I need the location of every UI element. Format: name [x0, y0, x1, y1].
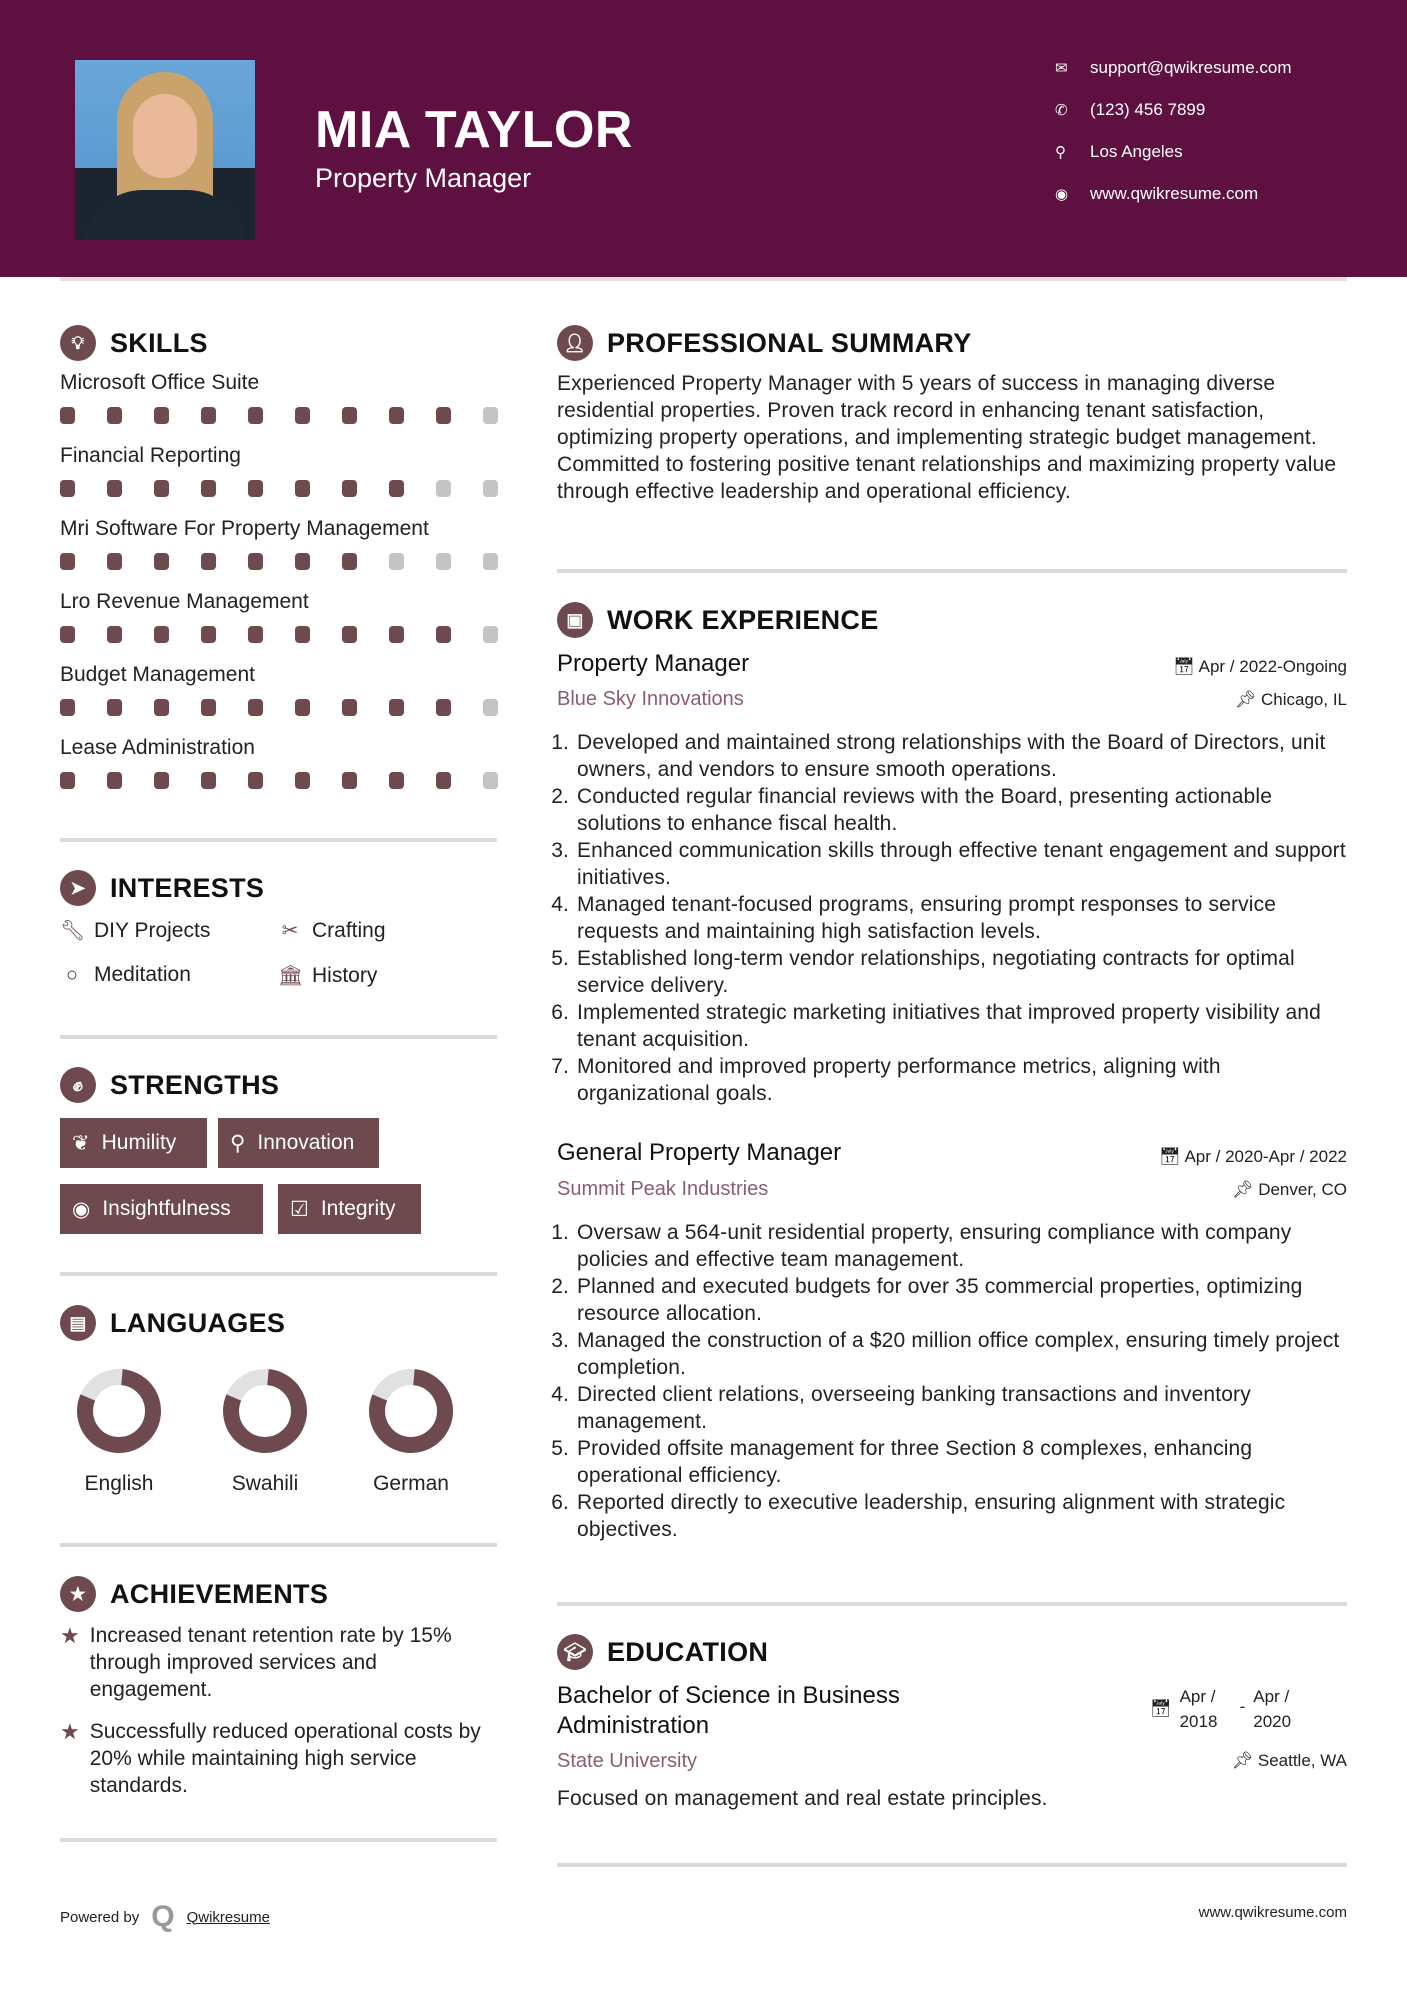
rating-dot	[248, 407, 263, 424]
calendar-icon: 📅︎	[1173, 657, 1199, 676]
footer-website[interactable]: www.qwikresume.com	[1198, 1904, 1347, 1921]
job-bullet: 4. Directed client relations, overseeing banking transactions and inventory management.	[575, 1381, 1349, 1435]
rating-dot	[154, 553, 169, 570]
rating-dot	[295, 480, 310, 497]
rating-dot	[60, 772, 75, 789]
language-label: Swahili	[231, 1472, 299, 1495]
star-icon: ★	[60, 1623, 80, 1648]
rating-dot	[201, 407, 216, 424]
skill-label: Lro Revenue Management	[60, 590, 309, 613]
company-name: Summit Peak Industries	[557, 1178, 769, 1200]
heading-text: EDUCATION	[607, 1636, 769, 1667]
rating-dot	[248, 772, 263, 789]
interest-item	[60, 963, 191, 987]
skill-label: Microsoft Office Suite	[60, 371, 260, 394]
skill-item	[60, 663, 500, 716]
summary-heading	[557, 325, 972, 361]
rating-dot	[483, 407, 498, 424]
map-pin-icon: ⚲	[1055, 144, 1066, 161]
job-bullet: 1. Developed and maintained strong relationships with the Board of Directors, unit owners, and vendors to ensure smooth operations.	[575, 729, 1349, 783]
job-bullet: 6. Implemented strategic marketing initiatives that improved property visibility and tenant acquisition.	[575, 999, 1349, 1053]
candidate-name: MIA TAYLOR	[315, 101, 633, 159]
scissors-icon: ✂	[281, 920, 299, 942]
rating-dot	[295, 407, 310, 424]
rating-dot	[389, 553, 404, 570]
strength-tag	[218, 1118, 379, 1168]
rating-dot	[483, 772, 498, 789]
rating-dot	[342, 626, 357, 643]
job-bullet: 3. Enhanced communication skills through effective tenant engagement and support initiatives.	[575, 837, 1349, 891]
profile-photo	[75, 60, 255, 240]
job-bullet: 2. Planned and executed budgets for over 35 commercial properties, optimizing resource allocation.	[575, 1273, 1349, 1327]
skill-label: Lease Administration	[60, 736, 255, 759]
rating-dot	[154, 626, 169, 643]
skill-rating	[60, 553, 500, 570]
date-text: Apr / 2022-Ongoing	[1198, 657, 1347, 676]
star-badge-icon: ★	[60, 1576, 96, 1612]
month: Apr /	[1179, 1687, 1216, 1706]
skill-rating	[60, 699, 500, 716]
contact-phone[interactable]	[1055, 100, 1205, 120]
achievements-heading	[60, 1576, 328, 1612]
skill-rating	[60, 480, 500, 497]
job-location	[1235, 690, 1347, 710]
rating-dot	[201, 480, 216, 497]
heading-text: INTERESTS	[110, 872, 265, 903]
rating-dot	[107, 480, 122, 497]
job-bullet: 3. Managed the construction of a $20 million office complex, ensuring timely project completion.	[575, 1327, 1349, 1381]
divider	[60, 1543, 497, 1547]
contact-website[interactable]	[1055, 184, 1258, 204]
skill-item	[60, 371, 500, 424]
school-name: State University	[557, 1750, 698, 1772]
achievement-item	[60, 1718, 500, 1799]
skill-rating	[60, 407, 500, 424]
rating-dot	[107, 772, 122, 789]
skills-list	[60, 371, 500, 809]
year: 2018	[1179, 1712, 1218, 1731]
job-bullets	[557, 1219, 1349, 1543]
rating-dot	[389, 626, 404, 643]
lightbulb-icon: 💡︎	[60, 325, 96, 361]
rating-dot	[342, 553, 357, 570]
achievement-text: Successfully reduced operational costs by 20% while maintaining high service standards.	[89, 1720, 481, 1797]
contact-email[interactable]	[1055, 58, 1292, 78]
divider	[60, 1035, 497, 1039]
user-icon: 👤︎	[557, 325, 593, 361]
contact-text: www.qwikresume.com	[1090, 184, 1259, 203]
rating-dot	[60, 553, 75, 570]
rating-dot	[154, 772, 169, 789]
pushpin-icon: 📌︎	[1231, 1180, 1259, 1199]
language-label: English	[84, 1472, 154, 1495]
location-text: Denver, CO	[1258, 1180, 1347, 1199]
interest-item	[278, 918, 386, 943]
interest-item	[60, 918, 210, 943]
job-bullet: 2. Conducted regular financial reviews with the Board, presenting actionable solutions to enhance fiscal health.	[575, 783, 1349, 837]
rating-dot	[248, 553, 263, 570]
divider	[60, 1272, 497, 1276]
location-text: Chicago, IL	[1261, 690, 1347, 709]
contact-text: Los Angeles	[1090, 142, 1183, 161]
skill-label: Financial Reporting	[60, 444, 241, 467]
pushpin-icon: 📌︎	[1234, 690, 1261, 709]
museum-icon: 🏛︎	[278, 965, 304, 987]
contact-text: (123) 456 7899	[1090, 100, 1206, 119]
skill-rating	[60, 626, 500, 643]
rating-dot	[154, 407, 169, 424]
contact-text: support@qwikresume.com	[1090, 58, 1292, 77]
company-name: Blue Sky Innovations	[557, 688, 744, 710]
skill-item	[60, 517, 500, 570]
globe-icon: ◉	[1055, 186, 1069, 203]
tag-label: Integrity	[320, 1197, 396, 1220]
eye-icon: ◉	[72, 1197, 91, 1221]
interest-label: DIY Projects	[94, 918, 211, 942]
rating-dot	[201, 772, 216, 789]
skill-label: Budget Management	[60, 663, 255, 686]
circle-icon: ○	[65, 963, 79, 986]
job-bullet: 7. Monitored and improved property performance metrics, aligning with organizational goals.	[575, 1053, 1349, 1107]
rating-dot	[201, 699, 216, 716]
divider	[557, 1863, 1347, 1867]
rating-dot	[107, 626, 122, 643]
envelope-icon: ✉	[1055, 60, 1068, 77]
month: Apr /	[1253, 1687, 1290, 1706]
education-heading	[557, 1634, 768, 1670]
rating-dot	[436, 407, 451, 424]
strength-tag	[60, 1184, 263, 1234]
header-divider	[60, 277, 1347, 281]
work-heading	[557, 602, 879, 638]
checkbox-icon: ☑	[290, 1197, 309, 1221]
year: 2020	[1253, 1712, 1292, 1731]
degree-title: Bachelor of Science in Business Administration	[557, 1682, 900, 1739]
job-date	[1159, 1147, 1347, 1167]
job-bullet: 5. Established long-term vendor relationships, negotiating contracts for optimal service delivery.	[575, 945, 1349, 999]
heading-text: LANGUAGES	[110, 1307, 286, 1338]
education-date	[1150, 1684, 1291, 1734]
heading-text: STRENGTHS	[110, 1069, 280, 1100]
qwikresume-logo-icon: Q	[151, 1900, 175, 1933]
job-bullet: 5. Provided offsite management for three Section 8 complexes, enhancing operational efficiency.	[575, 1435, 1349, 1489]
wrench-icon: 🔧︎	[60, 920, 86, 942]
tag-label: Humility	[101, 1131, 177, 1154]
skill-item	[60, 444, 500, 497]
job-title: General Property Manager	[557, 1139, 842, 1166]
rating-dot	[342, 699, 357, 716]
rating-dot	[248, 480, 263, 497]
education-location	[1232, 1751, 1347, 1771]
strength-tag	[278, 1184, 421, 1234]
star-icon: ★	[60, 1719, 80, 1744]
job-bullet: 6. Reported directly to executive leadership, ensuring alignment with strategic objectives.	[575, 1489, 1349, 1543]
fist-icon: ✊︎	[60, 1067, 96, 1103]
rating-dot	[342, 772, 357, 789]
rating-dot	[295, 699, 310, 716]
language-donuts	[60, 1360, 500, 1470]
job-bullet: 4. Managed tenant-focused programs, ensuring prompt responses to service requests and maintaining high satisfaction levels.	[575, 891, 1349, 945]
rating-dot	[60, 699, 75, 716]
rating-dot	[107, 407, 122, 424]
rating-dot	[483, 480, 498, 497]
date-separator: -	[1239, 1697, 1246, 1716]
rating-dot	[342, 407, 357, 424]
lightbulb-icon: ⚲	[230, 1131, 246, 1155]
rating-dot	[295, 626, 310, 643]
candidate-title: Property Manager	[315, 163, 532, 193]
paper-plane-icon: ➤	[60, 870, 96, 906]
language-card-icon: ▤	[60, 1305, 96, 1341]
rating-dot	[436, 772, 451, 789]
heading-text: WORK EXPERIENCE	[607, 604, 879, 635]
rating-dot	[295, 772, 310, 789]
rating-dot	[436, 699, 451, 716]
powered-by-text: Powered by	[60, 1908, 140, 1926]
tag-label: Insightfulness	[102, 1197, 231, 1220]
rating-dot	[342, 480, 357, 497]
rating-dot	[389, 480, 404, 497]
graduate-icon: 🎓︎	[557, 1634, 593, 1670]
job-date	[1173, 657, 1347, 677]
rating-dot	[248, 626, 263, 643]
heading-text: SKILLS	[110, 327, 208, 358]
interests-heading	[60, 870, 264, 906]
rating-dot	[389, 699, 404, 716]
rating-dot	[60, 626, 75, 643]
interest-label: Crafting	[312, 918, 386, 942]
divider	[557, 1602, 1347, 1606]
tag-label: Innovation	[257, 1131, 355, 1154]
interest-label: History	[312, 963, 378, 987]
rating-dot	[483, 553, 498, 570]
rating-dot	[154, 699, 169, 716]
languages-heading	[60, 1305, 285, 1341]
rating-dot	[483, 626, 498, 643]
footer-powered-by	[60, 1900, 270, 1934]
interest-item	[278, 963, 377, 988]
skills-heading	[60, 325, 208, 361]
pushpin-icon: 📌︎	[1231, 1751, 1258, 1770]
rating-dot	[107, 699, 122, 716]
job-title: Property Manager	[557, 650, 750, 677]
rating-dot	[436, 480, 451, 497]
rating-dot	[436, 626, 451, 643]
contact-location	[1055, 142, 1183, 162]
start-date	[1180, 1684, 1232, 1734]
end-date	[1253, 1684, 1291, 1734]
job-location	[1232, 1180, 1347, 1200]
rating-dot	[436, 553, 451, 570]
education-description: Focused on management and real estate principles.	[557, 1787, 1048, 1810]
rating-dot	[154, 480, 169, 497]
location-text: Seattle, WA	[1257, 1751, 1347, 1770]
skill-rating	[60, 772, 500, 789]
rating-dot	[107, 553, 122, 570]
rating-dot	[248, 699, 263, 716]
rating-dot	[201, 553, 216, 570]
rating-dot	[201, 626, 216, 643]
job-bullets	[557, 729, 1349, 1107]
divider	[60, 838, 497, 842]
skill-label: Mri Software For Property Management	[60, 517, 429, 540]
calendar-icon: 📅︎	[1159, 1147, 1185, 1166]
heading-text: PROFESSIONAL SUMMARY	[607, 327, 972, 358]
achievement-text: Increased tenant retention rate by 15% through improved services and engagement.	[89, 1624, 452, 1701]
strength-tag	[60, 1118, 207, 1168]
briefcase-chair-icon: ▣	[557, 602, 593, 638]
summary-text: Experienced Property Manager with 5 years of success in managing diverse residential properties. Proven track record in enhancing tenant satisfaction, optimizing property operations, and implementing strategic budget management. Committed to fostering positive tenant relationships and maximizing property value through effective leadership and operational efficiency.	[557, 372, 1337, 503]
calendar-icon: 📅︎	[1150, 1699, 1172, 1718]
leaf-icon: ❦	[72, 1131, 90, 1155]
rating-dot	[60, 407, 75, 424]
phone-icon: ✆	[1055, 102, 1068, 119]
rating-dot	[389, 407, 404, 424]
date-text: Apr / 2020-Apr / 2022	[1184, 1147, 1347, 1166]
divider	[557, 569, 1347, 573]
rating-dot	[483, 699, 498, 716]
rating-dot	[295, 553, 310, 570]
brand-link[interactable]: Qwikresume	[186, 1908, 270, 1926]
language-label: German	[373, 1472, 449, 1495]
rating-dot	[60, 480, 75, 497]
divider	[60, 1838, 497, 1842]
strengths-heading	[60, 1067, 279, 1103]
heading-text: ACHIEVEMENTS	[110, 1578, 329, 1609]
skill-item	[60, 590, 500, 643]
interest-label: Meditation	[94, 963, 191, 986]
job-bullet: 1. Oversaw a 564-unit residential property, ensuring compliance with company policies and effective team management.	[575, 1219, 1349, 1273]
achievement-item	[60, 1622, 500, 1703]
rating-dot	[389, 772, 404, 789]
skill-item	[60, 736, 500, 789]
